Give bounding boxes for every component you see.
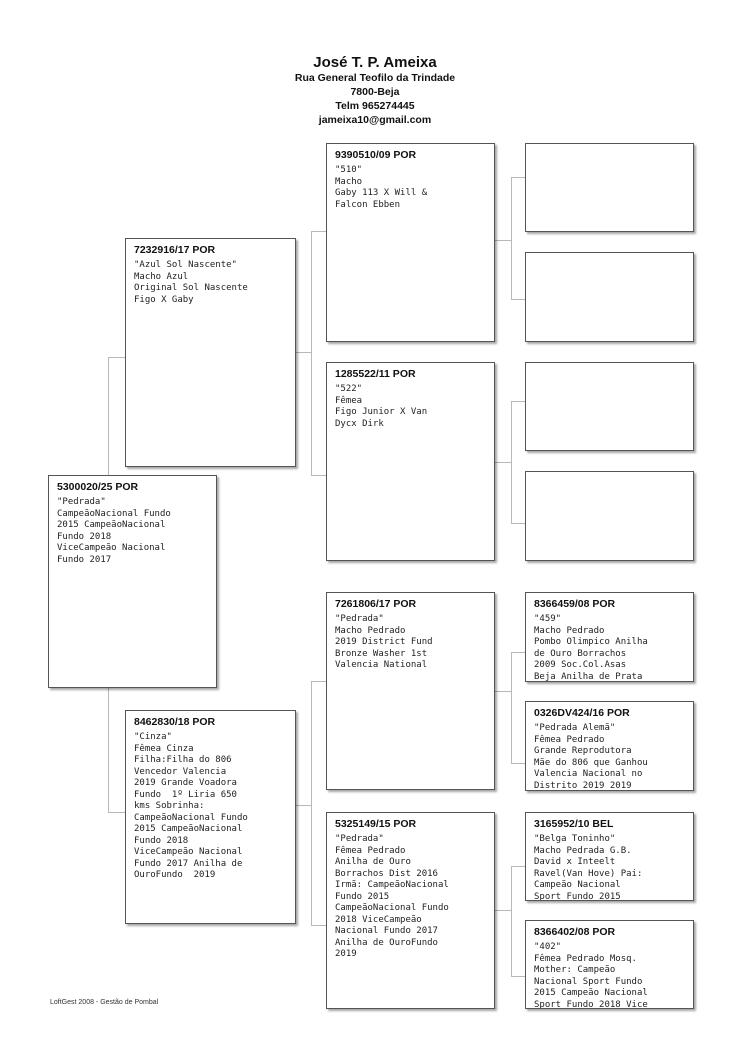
info-line: CampeãoNacional Fundo xyxy=(134,812,248,823)
info-line: Macho Pedrado xyxy=(335,625,406,636)
info-line: 2015 CampeãoNacional xyxy=(57,520,166,530)
info-line: Distrito 2019 2019 xyxy=(534,780,632,791)
info-line: ViceCampeão Nacional xyxy=(134,847,243,857)
connector-line xyxy=(296,805,311,806)
breeder-name: José T. P. Ameixa xyxy=(313,54,437,71)
info-line: Anilha de Ouro xyxy=(335,857,411,867)
connector-line xyxy=(511,401,512,523)
pigeon-info xyxy=(335,165,494,211)
connector-line xyxy=(108,688,109,812)
pigeon-info xyxy=(134,732,295,882)
info-line: Filha:Filha do 806 xyxy=(134,755,232,765)
pigeon-card-dam-dam-dam[interactable] xyxy=(525,920,694,1009)
pigeon-info xyxy=(534,942,693,1009)
breeder-address: Rua General Teofilo da Trindade xyxy=(294,72,456,84)
connector-line xyxy=(495,910,511,911)
breeder-email: jameixa10@gmail.com xyxy=(318,114,432,126)
info-line: Macho xyxy=(335,176,363,187)
info-line: Irmã: CampeãoNacional xyxy=(335,880,449,890)
connector-line xyxy=(511,177,512,299)
pigeon-card-empty[interactable] xyxy=(525,471,694,561)
info-line: Dycx Dirk xyxy=(335,418,384,429)
info-line: "Pedrada" xyxy=(335,834,384,844)
pigeon-card-empty[interactable] xyxy=(525,143,694,232)
info-line: Macho Azul xyxy=(134,271,189,282)
connector-line xyxy=(311,681,312,925)
connector-line xyxy=(511,763,525,764)
info-line: Pombo Olimpico Anilha xyxy=(534,637,648,647)
footer-credit: LoftGest 2008 - Gestão de Pombal xyxy=(50,999,159,1006)
info-line: CampeãoNacional Fundo xyxy=(335,903,449,913)
info-line: Figo X Gaby xyxy=(134,294,194,305)
ring-number: 8462830/18 POR xyxy=(134,716,216,728)
info-line: ViceCampeão Nacional xyxy=(57,543,166,553)
info-line: "Azul Sol Nascente" xyxy=(134,260,237,270)
info-line: Original Sol Nascente xyxy=(134,283,248,293)
connector-line xyxy=(511,523,525,524)
pigeon-info xyxy=(335,614,494,672)
ring-number: 5300020/25 POR xyxy=(57,481,139,493)
info-line: 2015 CampeãoNacional xyxy=(134,824,243,834)
pigeon-card-dam-sire[interactable] xyxy=(326,592,495,790)
info-line: Bronze Washer 1st xyxy=(335,648,428,659)
info-line: 2018 ViceCampeão xyxy=(335,914,422,925)
info-line: CampeãoNacional Fundo xyxy=(57,508,171,519)
info-line: "Cinza" xyxy=(134,732,172,742)
ring-number: 7261806/17 POR xyxy=(335,598,417,610)
pigeon-info xyxy=(534,614,693,682)
info-line: Nacional Sport Fundo xyxy=(534,976,643,987)
ring-number: 8366402/08 POR xyxy=(534,926,616,938)
info-line: kms Sobrinha: xyxy=(134,801,205,811)
info-line: Nacional Fundo 2017 xyxy=(335,926,438,936)
connector-line xyxy=(311,681,326,682)
info-line: "522" xyxy=(335,384,363,394)
pigeon-info xyxy=(134,260,295,306)
pigeon-card-empty[interactable] xyxy=(525,252,694,342)
connector-line xyxy=(511,652,525,653)
info-line: "459" xyxy=(534,614,562,624)
info-line: Valencia Nacional no xyxy=(534,769,643,779)
info-line: Figo Junior X Van xyxy=(335,407,428,417)
connector-line xyxy=(511,299,525,300)
info-line: de Ouro Borrachos xyxy=(534,648,627,659)
pigeon-card-dam-dam-sire[interactable] xyxy=(525,812,694,901)
info-line: Gaby 113 X Will & xyxy=(335,188,428,198)
pigeon-info xyxy=(57,497,216,566)
info-line: Fêmea Pedrado xyxy=(335,845,406,856)
info-line: Fêmea Cinza xyxy=(134,743,194,754)
info-line: 2015 Campeão Nacional xyxy=(534,988,648,998)
pigeon-card-sire-dam[interactable] xyxy=(326,362,495,561)
info-line: Mãe do 806 que Ganhou xyxy=(534,757,648,768)
info-line: Fundo 2017 Anilha de xyxy=(134,858,243,869)
info-line: Borrachos Dist 2016 xyxy=(335,868,438,879)
pigeon-card-empty[interactable] xyxy=(525,362,694,451)
info-line: Macho Pedrada G.B. xyxy=(534,845,632,856)
info-line: OuroFundo 2019 xyxy=(134,870,216,880)
connector-line xyxy=(108,357,109,475)
info-line: "510" xyxy=(335,165,363,175)
info-line: "Belga Toninho" xyxy=(534,834,616,844)
connector-line xyxy=(311,475,326,476)
info-line: 2019 Grande Voadora xyxy=(134,778,237,788)
info-line: Fêmea Pedrado Mosq. xyxy=(534,953,637,964)
pigeon-card-dam-dam[interactable] xyxy=(326,812,495,1009)
info-line: "Pedrada" xyxy=(57,497,106,507)
connector-line xyxy=(311,231,312,475)
info-line: Fundo 2017 xyxy=(57,554,112,565)
pigeon-card-dam[interactable] xyxy=(125,710,296,924)
pigeon-card-subject[interactable] xyxy=(48,475,217,688)
ring-number: 7232916/17 POR xyxy=(134,244,216,256)
info-line: "Pedrada Alemã" xyxy=(534,723,616,733)
info-line: Fundo 2018 xyxy=(134,835,189,846)
ring-number: 1285522/11 POR xyxy=(335,368,416,380)
info-line: "Pedrada" xyxy=(335,614,384,624)
ring-number: 3165952/10 BEL xyxy=(534,818,614,830)
connector-line xyxy=(511,976,525,977)
info-line: "402" xyxy=(534,942,562,952)
connector-line xyxy=(495,691,511,692)
info-line: Falcon Ebben xyxy=(335,199,401,210)
pigeon-card-dam-sire-sire[interactable] xyxy=(525,592,694,682)
info-line: 2019 xyxy=(335,949,357,959)
connector-line xyxy=(495,462,511,463)
connector-line xyxy=(511,652,512,763)
connector-line xyxy=(511,866,512,976)
ring-number: 5325149/15 POR xyxy=(335,818,417,830)
breeder-city: 7800-Beja xyxy=(350,86,400,98)
ring-number: 0326DV424/16 POR xyxy=(534,707,630,719)
info-line: Fundo 2015 xyxy=(335,891,390,902)
connector-line xyxy=(495,240,511,241)
info-line: Beja Anilha de Prata xyxy=(534,671,643,682)
info-line: Valencia National xyxy=(335,660,428,670)
connector-line xyxy=(511,401,525,402)
info-line: David x Inteelt xyxy=(534,857,616,867)
connector-line xyxy=(108,357,125,358)
ring-number: 9390510/09 POR xyxy=(335,149,417,161)
pigeon-card-sire-sire[interactable] xyxy=(326,143,495,342)
info-line: Fundo 2018 xyxy=(57,531,112,542)
info-line: Sport Fundo 2018 Vice xyxy=(534,999,648,1009)
connector-line xyxy=(511,177,525,178)
connector-line xyxy=(296,352,311,353)
info-line: Sport Fundo 2015 xyxy=(534,891,621,901)
info-line: Vencedor Valencia xyxy=(134,766,227,777)
connector-line xyxy=(311,231,326,232)
info-line: Anilha de OuroFundo xyxy=(335,937,438,948)
pigeon-card-dam-sire-dam[interactable] xyxy=(525,701,694,791)
info-line: Macho Pedrado xyxy=(534,625,605,636)
info-line: Campeão Nacional xyxy=(534,880,621,890)
breeder-header xyxy=(0,54,750,127)
info-line: 2009 Soc.Col.Asas xyxy=(534,660,627,670)
connector-line xyxy=(311,925,326,926)
pigeon-info xyxy=(534,834,693,901)
breeder-phone: Telm 965274445 xyxy=(335,100,415,112)
pigeon-info xyxy=(335,384,494,430)
info-line: Ravel(Van Hove) Pai: xyxy=(534,868,643,879)
pigeon-info xyxy=(335,834,494,961)
info-line: Fêmea xyxy=(335,395,363,406)
pigeon-card-sire[interactable] xyxy=(125,238,296,467)
info-line: Fundo 1º Liria 650 xyxy=(134,789,237,800)
info-line: Grande Reprodutora xyxy=(534,746,632,756)
info-line: Mother: Campeão xyxy=(534,965,616,975)
connector-line xyxy=(511,866,525,867)
info-line: 2019 District Fund xyxy=(335,637,433,647)
ring-number: 8366459/08 POR xyxy=(534,598,616,610)
connector-line xyxy=(108,812,125,813)
pigeon-info xyxy=(534,723,693,791)
info-line: Fêmea Pedrado xyxy=(534,734,605,745)
